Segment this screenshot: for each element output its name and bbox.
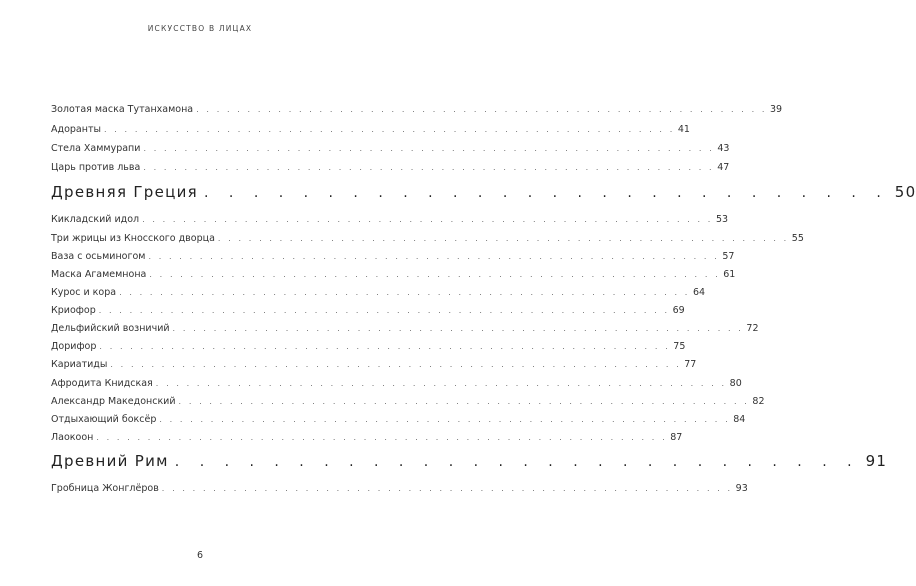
toc-entry[interactable] xyxy=(51,341,686,352)
toc-entry-title: Три жрицы из Кносского дворца xyxy=(51,233,215,244)
toc-entry-page: 93 xyxy=(735,483,748,494)
toc-entry-page: 64 xyxy=(692,287,706,298)
toc-entry-page: 87 xyxy=(670,432,683,443)
toc-entry-page: 39 xyxy=(770,104,783,115)
toc-entry-title: Дельфийский возничий xyxy=(51,323,170,334)
toc-entry[interactable] xyxy=(51,124,690,135)
toc-entry-title: Кариатиды xyxy=(51,359,108,370)
dot-leader: . . . . . . . . . . . . . . . . . . . . . . . . . . . . . . . . . . . . . . . . . . . . . . . . . . . . . . . . xyxy=(99,342,671,351)
toc-entry-title: Ваза с осьминогом xyxy=(51,251,146,262)
dot-leader: . . . . . . . . . . . . . . . . . . . . . . . . . . . . . . . . . . . . . . . . . . . . . . . . . . . . . . . . xyxy=(143,144,715,153)
toc-entry-title: Александр Македонский xyxy=(51,396,176,407)
toc-entry[interactable] xyxy=(51,483,748,494)
toc-entry-page: 84 xyxy=(733,414,746,425)
toc-entry-title: Криофор xyxy=(51,305,96,316)
toc-entry-page: 77 xyxy=(684,359,697,370)
dot-leader: . . . . . . . . . . . . . . . . . . . . . . . . . . . . . . . . . . . . . . . . . . . . . . . . . . . . . . . . xyxy=(217,234,789,243)
dot-leader: . . . . . . . . . . . . . . . . . . . . . . . . . . . . . . . . . . . . . . . . . . . . . . . . . . . . . . . . xyxy=(110,360,682,369)
toc-entry-page: 41 xyxy=(677,124,690,135)
toc-entry[interactable] xyxy=(51,287,706,298)
toc-entry-title: Отдыхающий боксёр xyxy=(51,414,157,425)
dot-leader: . . . . . . . . . . . . . . . . . . . . . . . . . . . . . . . . . . . . . . . . . . . . . . . . . . . . . . . . xyxy=(143,163,715,172)
dot-leader: . . . . . . . . . . . . . . . . . . . . . . . . . . . . . . . . . . . . . . . . . . . . . . . . . . . . . . . . xyxy=(178,397,750,406)
toc-entry-title: Афродита Книдская xyxy=(51,378,153,389)
section-dot-leader: . . . . . . . . . . . . . . . . . . . . . . . . . . . . xyxy=(204,185,889,201)
toc-entry-title: Стела Хаммурапи xyxy=(51,143,141,154)
section-title: Древняя Греция xyxy=(51,183,199,201)
dot-leader: . . . . . . . . . . . . . . . . . . . . . . . . . . . . . . . . . . . . . . . . . . . . . . . . . . . . . . . . xyxy=(196,105,767,114)
toc-entry[interactable] xyxy=(51,233,804,244)
dot-leader: . . . . . . . . . . . . . . . . . . . . . . . . . . . . . . . . . . . . . . . . . . . . . . . . . . . . . . . . xyxy=(159,415,731,424)
toc-entry[interactable] xyxy=(51,359,697,370)
running-header: ИСКУССТВО В ЛИЦАХ xyxy=(147,24,253,33)
dot-leader: . . . . . . . . . . . . . . . . . . . . . . . . . . . . . . . . . . . . . . . . . . . . . . . . . . . . . . . . xyxy=(155,379,727,388)
toc-entry-page: 72 xyxy=(746,323,759,334)
dot-leader: . . . . . . . . . . . . . . . . . . . . . . . . . . . . . . . . . . . . . . . . . . . . . . . . . . . . . . . . xyxy=(172,324,744,333)
dot-leader: . . . . . . . . . . . . . . . . . . . . . . . . . . . . . . . . . . . . . . . . . . . . . . . . . . . . . . . . xyxy=(96,433,668,442)
toc-entry-page: 80 xyxy=(729,378,742,389)
toc-entry-page: 82 xyxy=(752,396,765,407)
toc-entry-page: 47 xyxy=(717,162,730,173)
toc-entry[interactable] xyxy=(51,162,730,173)
toc-entry-page: 75 xyxy=(673,341,686,352)
toc-entry[interactable] xyxy=(51,378,742,389)
toc-entry-title: Лаокоон xyxy=(51,432,94,443)
toc-entry-title: Маска Агамемнона xyxy=(51,269,147,280)
toc-section-greece[interactable] xyxy=(51,183,916,201)
section-page: 50 xyxy=(894,183,916,201)
section-page: 91 xyxy=(865,452,888,470)
toc-entry[interactable] xyxy=(51,414,746,425)
toc-entry-page: 43 xyxy=(717,143,730,154)
toc-entry[interactable] xyxy=(51,104,783,115)
toc-entry[interactable] xyxy=(51,396,765,407)
toc-entry[interactable] xyxy=(51,305,685,316)
dot-leader: . . . . . . . . . . . . . . . . . . . . . . . . . . . . . . . . . . . . . . . . . . . . . . . . . . . . . . . . xyxy=(161,484,733,493)
toc-entry[interactable] xyxy=(51,269,736,280)
toc-entry-page: 53 xyxy=(715,214,729,225)
page-number: 6 xyxy=(196,550,204,561)
toc-entry-page: 69 xyxy=(672,305,685,316)
toc-entry[interactable] xyxy=(51,323,759,334)
toc-entry-title: Царь против льва xyxy=(51,162,141,173)
toc-entry-title: Золотая маска Тутанхамона xyxy=(51,104,194,115)
toc-entry[interactable] xyxy=(51,214,729,225)
dot-leader: . . . . . . . . . . . . . . . . . . . . . . . . . . . . . . . . . . . . . . . . . . . . . . . . . . . . . . . . xyxy=(142,215,713,224)
dot-leader: . . . . . . . . . . . . . . . . . . . . . . . . . . . . . . . . . . . . . . . . . . . . . . . . . . . . . . . . xyxy=(119,288,690,297)
section-dot-leader: . . . . . . . . . . . . . . . . . . . . . . . . . . . . xyxy=(174,454,860,470)
dot-leader: . . . . . . . . . . . . . . . . . . . . . . . . . . . . . . . . . . . . . . . . . . . . . . . . . . . . . . . . xyxy=(149,270,721,279)
toc-entry-page: 55 xyxy=(791,233,804,244)
toc-entry-title: Кикладский идол xyxy=(51,214,140,225)
toc-section-rome[interactable] xyxy=(51,452,888,470)
dot-leader: . . . . . . . . . . . . . . . . . . . . . . . . . . . . . . . . . . . . . . . . . . . . . . . . . . . . . . . . xyxy=(103,125,675,134)
section-title: Древний Рим xyxy=(51,452,169,470)
toc-entry-title: Курос и кора xyxy=(51,287,117,298)
toc-entry[interactable] xyxy=(51,251,735,262)
toc-entry-page: 61 xyxy=(723,269,736,280)
dot-leader: . . . . . . . . . . . . . . . . . . . . . . . . . . . . . . . . . . . . . . . . . . . . . . . . . . . . . . . . xyxy=(98,306,670,315)
dot-leader: . . . . . . . . . . . . . . . . . . . . . . . . . . . . . . . . . . . . . . . . . . . . . . . . . . . . . . . . xyxy=(148,252,720,261)
toc-entry[interactable] xyxy=(51,143,730,154)
toc-entry-title: Дорифор xyxy=(51,341,97,352)
toc-entry-title: Адоранты xyxy=(51,124,101,135)
toc-entry-title: Гробница Жонглёров xyxy=(51,483,159,494)
toc-entry-page: 57 xyxy=(722,251,735,262)
toc-entry[interactable] xyxy=(51,432,683,443)
